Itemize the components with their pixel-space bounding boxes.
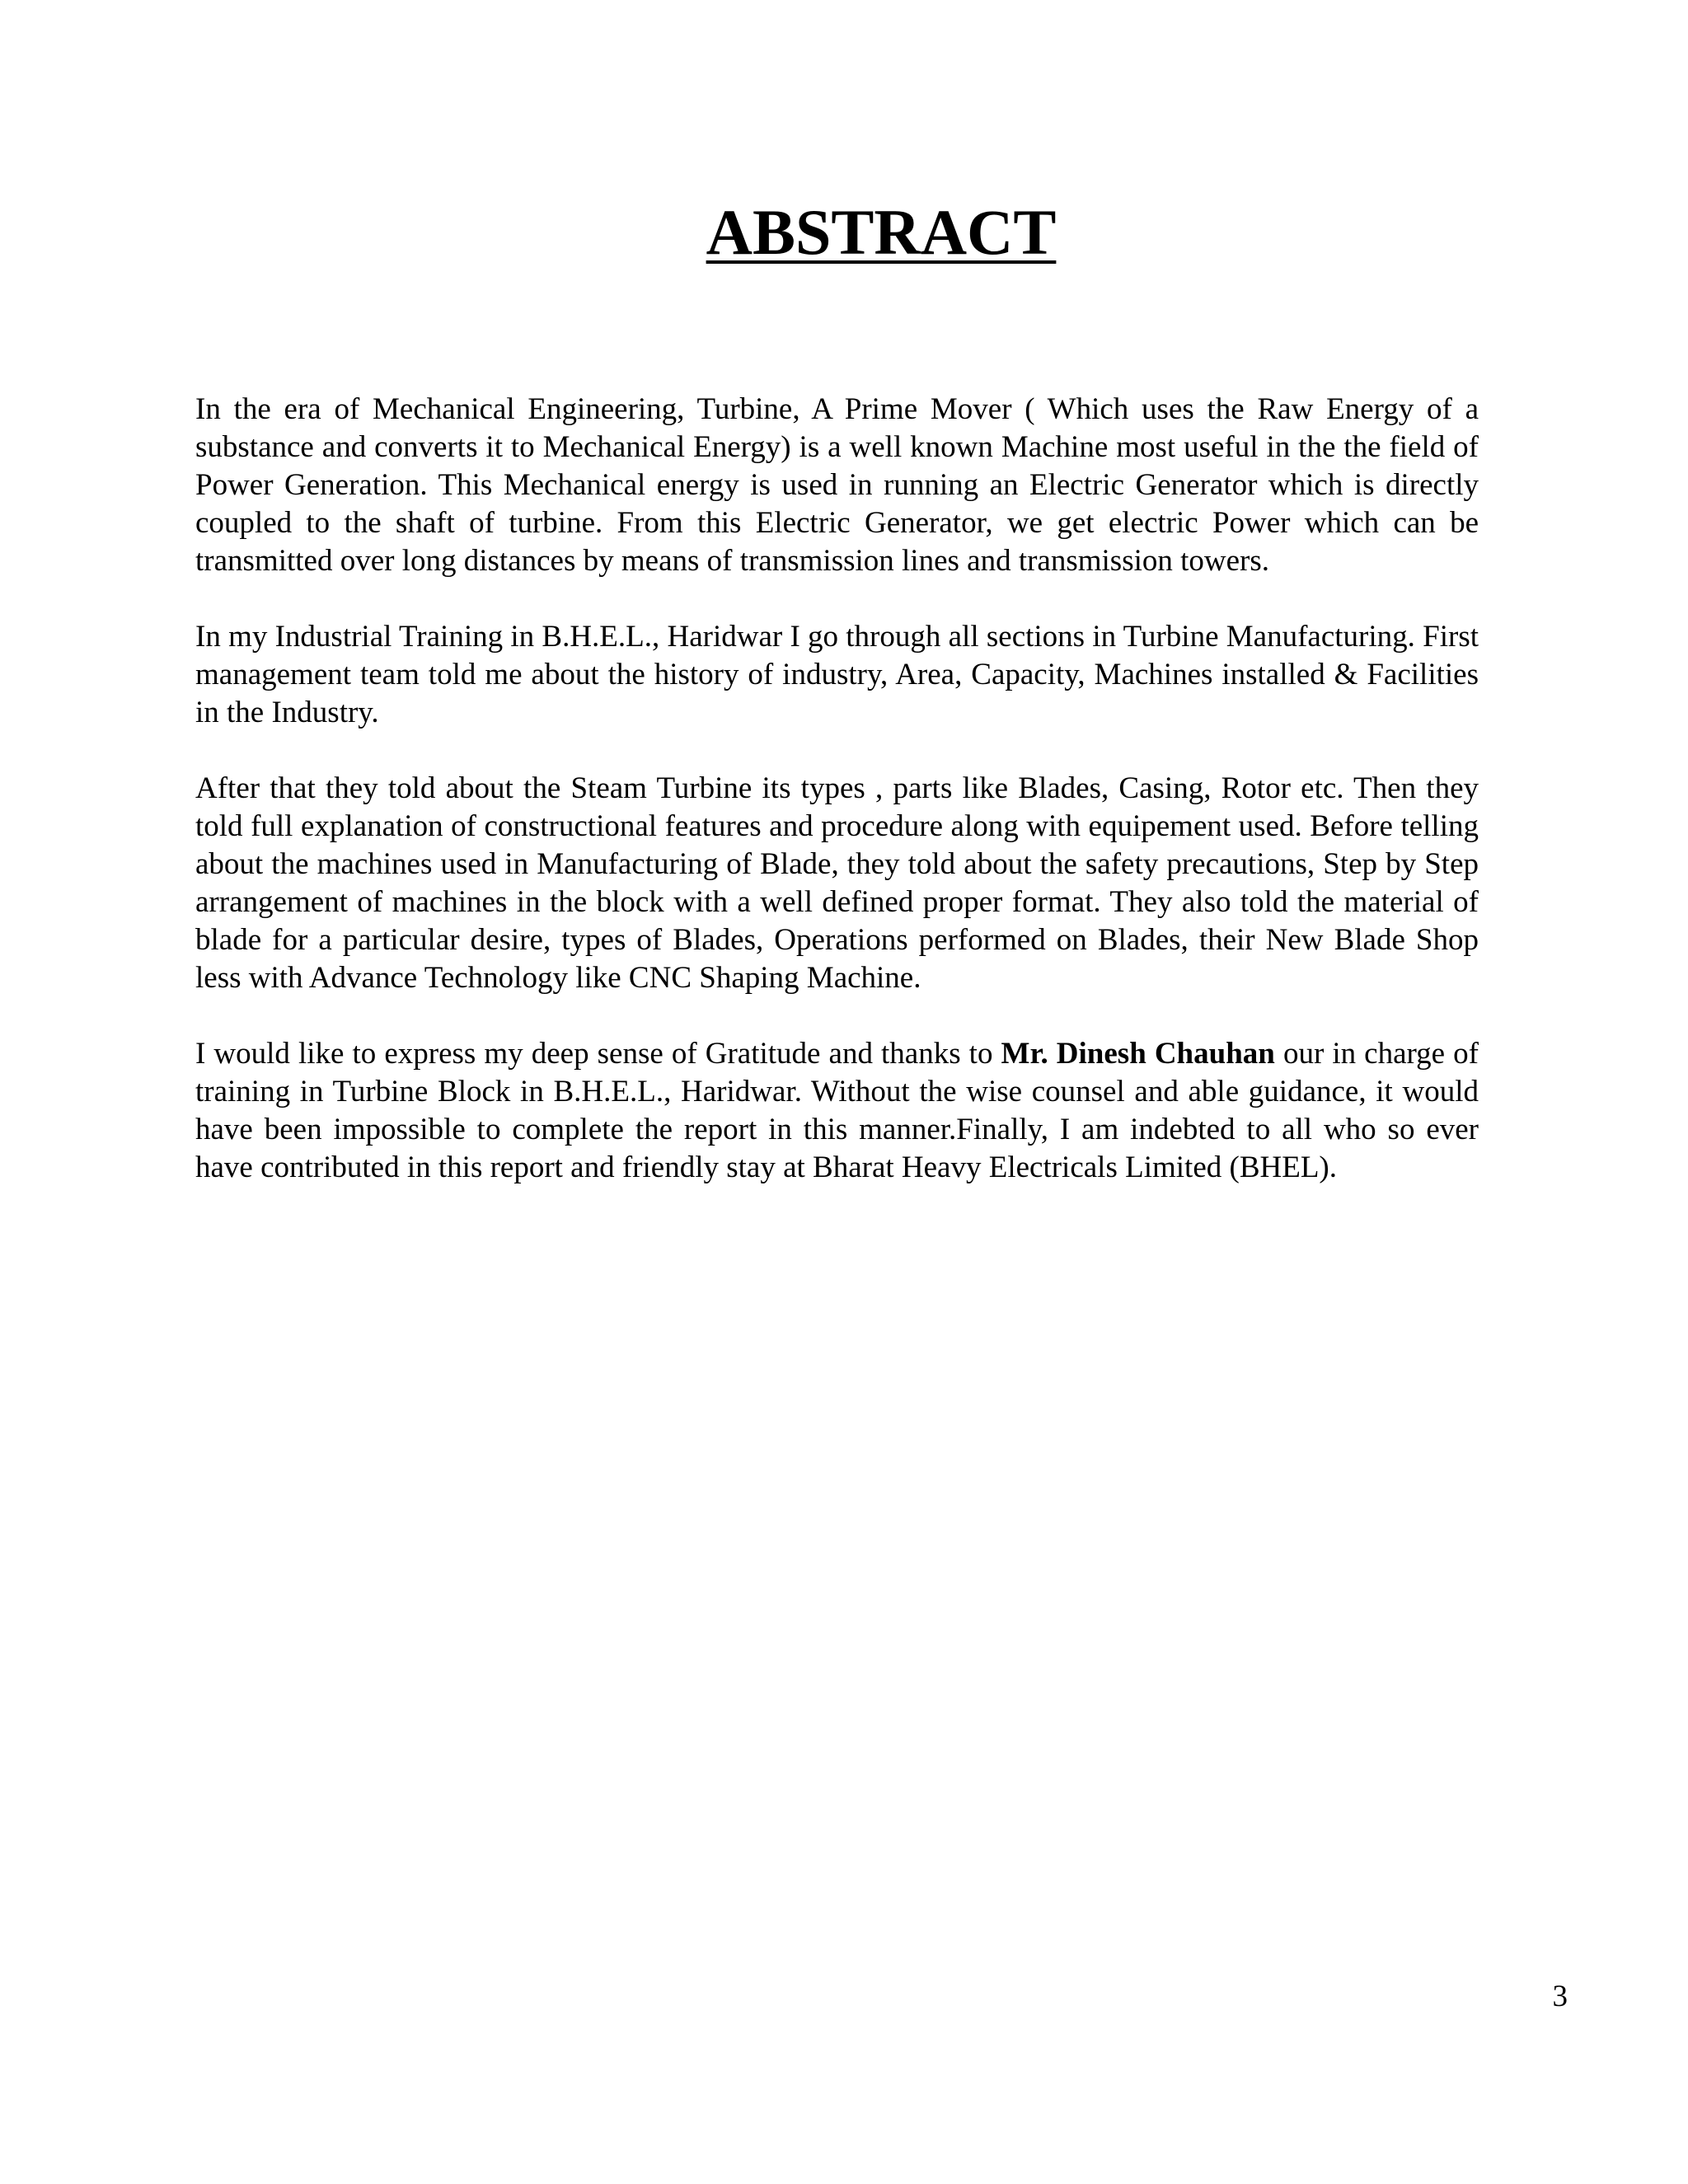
paragraph-gratitude: [195, 1035, 1479, 1187]
gratitude-name: Mr. Dinesh Chauhan: [1001, 1037, 1275, 1071]
paragraph-steam-turbine: After that they told about the Steam Turbine its types , parts like Blades, Casing, Rotor etc. Then they told full explanation of constructional features and procedure along with equipement used. Before telling about the machines used in Manufacturing of Blade, they told about the safety precautions, Step by Step arrangement of machines in the block with a well defined proper format. They also told the material of blade for a particular desire, types of Blades, Operations performed on Blades, their New Blade Shop less with Advance Technology like CNC Shaping Machine.: [195, 771, 1479, 995]
abstract-body: [195, 391, 1479, 1225]
paragraph-training: In my Industrial Training in B.H.E.L., Haridwar I go through all sections in Turbine Manufacturing. First management team told me about the history of industry, Area, Capacity, Machines installed & Facilities in the Industry.: [195, 620, 1479, 729]
gratitude-text-before: I would like to express my deep sense of Gratitude and thanks to: [195, 1037, 1001, 1071]
paragraph-intro: In the era of Mechanical Engineering, Turbine, A Prime Mover ( Which uses the Raw Energy of a substance and converts it to Mechanical Energy) is a well known Machine most useful in the the field of Power Generation. This Mechanical energy is used in running an Electric Generator which is directly coupled to the shaft of turbine. From this Electric Generator, we get electric Power which can be transmitted over long distances by means of transmission lines and transmission towers.: [195, 392, 1479, 578]
page-number: 3: [1552, 1980, 1568, 2013]
gratitude-text-after: our in charge of training in Turbine Block in B.H.E.L., Haridwar. Without the wise counsel and able guidance, it would have been impossible to complete the report in this manner.Finally, I am indebted to all who so ever have contributed in this report and friendly stay at Bharat Heavy Electricals Limited (BHEL).: [195, 1037, 1479, 1184]
page-title: ABSTRACT: [706, 196, 1057, 268]
